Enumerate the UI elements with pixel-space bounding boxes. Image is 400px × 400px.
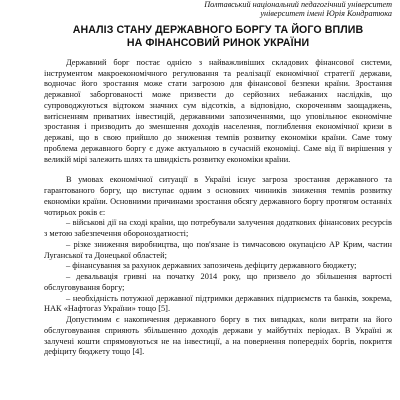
title-line-2: НА ФІНАНСОВИЙ РИНОК УКРАЇНИ	[126, 36, 310, 49]
list-item-production: – різке зниження виробництва, що пов'язане із тимчасовою окупацією АР Крим, частин Луганської та Донецької областей;	[44, 239, 392, 260]
article-body	[44, 58, 392, 358]
list-item-support: – необхідність потужної державної підтримки державних підприємств та банків, зокрема, НАК «Нафтогаз України» тощо [5].	[44, 293, 392, 314]
article-title	[44, 24, 392, 50]
paragraph-conclusion: Допустимим є накопичення державного боргу в тих випадках, коли витрати на його обслуговування сприяють збільшенню доходів держави у майбутніх періодах. В Україні ж залучені кошти спрямовуються не на інвестиції, а на повернення попередніх боргів, покриття дефіциту бюджету тощо [4].	[44, 315, 392, 357]
header-university: університет імені Юрія Кондратюка	[260, 9, 392, 19]
list-item-financing: – фінансування за рахунок державних запозичень дефіциту державного бюджету;	[66, 261, 357, 271]
title-line-1: АНАЛІЗ СТАНУ ДЕРЖАВНОГО БОРГУ ТА ЙОГО ВПЛИВ	[72, 23, 364, 36]
list-item-devaluation: – девальвація гривні на початку 2014 року, що призвело до збільшення вартості обслуговування боргу;	[44, 272, 392, 292]
list-item-military: – військові дії на сході країни, що потребували залучення додаткових фінансових ресурсів з метою забезпечення обороноздатності;	[44, 218, 392, 239]
header-institution: Полтавський національний педагогічний університет	[204, 0, 392, 9]
paragraph-causes: В умовах економічної ситуації в Україні існує загроза зростання державного та гарантованого боргу, що виступає одним з основних чинників зниження темпів розвитку економіки країни. Основними причинами зростання обсягу державного боргу протягом останніх чотирьох років є:	[44, 175, 392, 217]
paragraph-intro: Державний борг постає однією з найважливіших складових фінансової системи, інструментом макроекономічного регулювання та реалізації економічної стратегії держави, водночас його зростання може стати загрозою для фінансової безпеки країни. Зростання державної заборгованості може призвести до серйозних небажаних наслідків, що супроводжуються відтоком значних сум відсотків, а відповідно, скороченням заощаджень, витісненням приватних інвестицій, державними запозиченнями, що уповільнює економічне зростання і призводить до зменшення доходів населення, поглиблення економічної кризи в державі, що в свою прийшло до зниження темпів розвитку економіки країни. Саме тому проблема державного боргу є дуже актуальною в сучасній економіці. Саме від її вирішення у великій мірі залежить шлях та швидкість розвитку економіки країни.	[44, 57, 392, 164]
